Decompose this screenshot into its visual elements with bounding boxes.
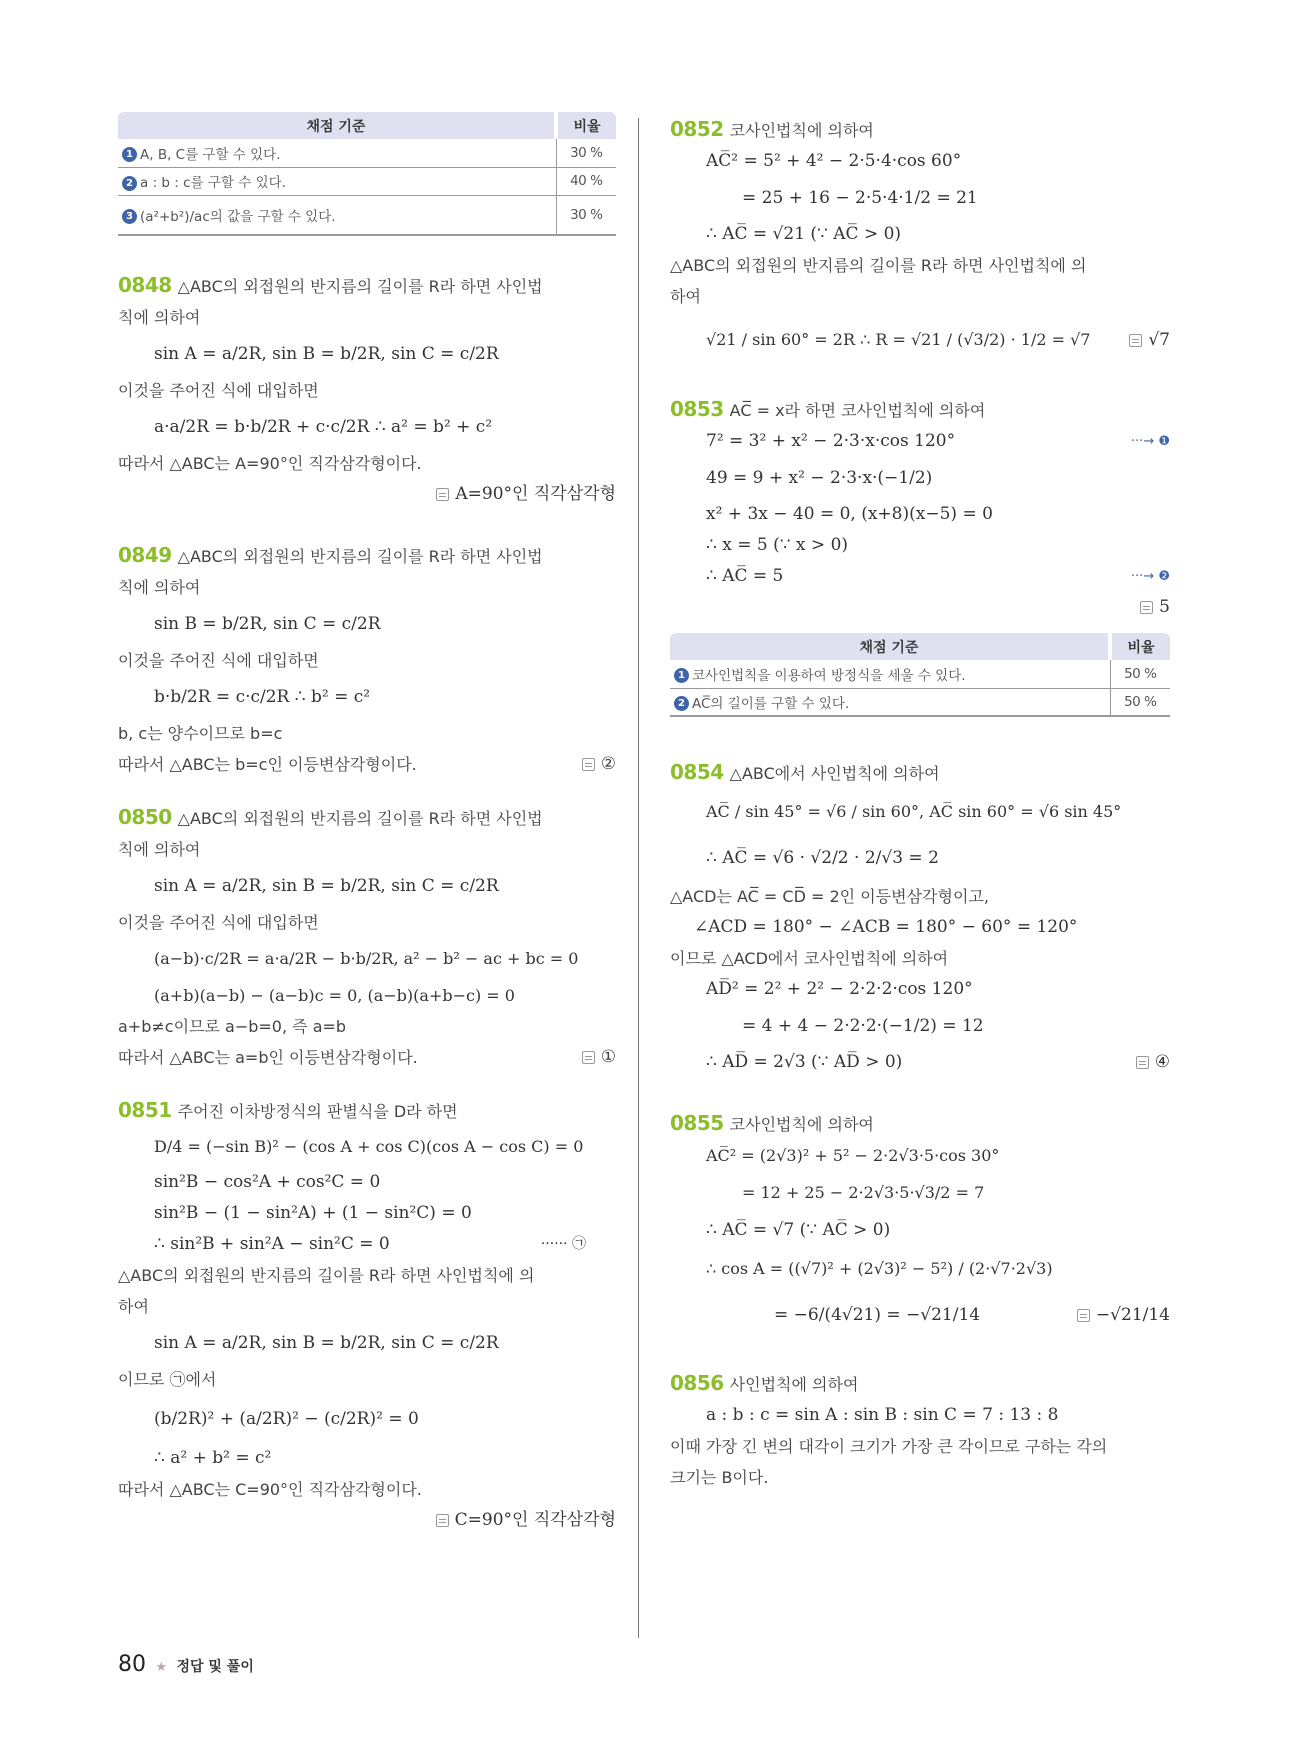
answer bbox=[582, 1042, 616, 1073]
rubric-ratio: 30 % bbox=[556, 139, 616, 167]
answer-icon bbox=[582, 1051, 595, 1064]
equation: b·b/2R = c·c/2R ∴ b² = c² bbox=[154, 687, 371, 707]
equation: a·a/2R = b·b/2R + c·c/2R ∴ a² = b² + c² bbox=[154, 417, 493, 437]
step-1-mark-icon: ···→ ❶ bbox=[1130, 434, 1170, 449]
rubric-ratio: 40 % bbox=[556, 167, 616, 195]
answer-icon bbox=[1136, 1056, 1149, 1069]
problem-number: 0849 bbox=[118, 543, 172, 567]
equation: ∴ AC̅ = √6 · √2/2 · 2/√3 = 2 bbox=[706, 848, 939, 868]
answer bbox=[118, 479, 616, 510]
rubric-text: a : b : c를 구할 수 있다. bbox=[140, 175, 286, 191]
problem-number: 0855 bbox=[670, 1111, 724, 1135]
problem-number: 0856 bbox=[670, 1371, 724, 1395]
answer bbox=[670, 592, 1170, 623]
rubric-row bbox=[118, 139, 616, 167]
equation-row bbox=[670, 1047, 1170, 1078]
rubric-header-ratio: 비율 bbox=[1110, 633, 1170, 660]
equation-row bbox=[670, 1292, 1170, 1338]
equation: sin²B − cos²A + cos²C = 0 bbox=[154, 1172, 381, 1192]
equation-row bbox=[670, 426, 1170, 457]
answer-value: ② bbox=[600, 754, 616, 774]
problem-number: 0852 bbox=[670, 117, 724, 141]
page-number: 80 bbox=[118, 1652, 146, 1677]
equation: sin A = a/2R, sin B = b/2R, sin C = c/2R bbox=[154, 1333, 499, 1353]
answer bbox=[1077, 1292, 1170, 1338]
rubric-row bbox=[670, 688, 1170, 716]
equation: D/4 = (−sin B)² − (cos A + cos C)(cos A − cos C) = 0 bbox=[154, 1137, 584, 1156]
problem-intro: △ABC의 외접원의 반지름의 길이를 R라 하면 사인법 bbox=[177, 809, 543, 828]
explanation-text: △ACD는 AC̅ = CD̅ = 2인 이등변삼각형이고, bbox=[670, 887, 989, 906]
explanation-text-cont: 하여 bbox=[118, 1297, 149, 1316]
equation: ∴ sin²B + sin²A − sin²C = 0 bbox=[154, 1234, 390, 1254]
right-column bbox=[670, 114, 1170, 1493]
equation: ∴ cos A = ((√7)² + (2√3)² − 5²) / (2·√7·2√3) bbox=[706, 1259, 1053, 1278]
rubric-header-criteria: 채점 기준 bbox=[118, 112, 556, 139]
explanation-text: b, c는 양수이므로 b=c bbox=[118, 724, 283, 743]
step-badge-icon: 3 bbox=[122, 209, 137, 224]
explanation-text: 이므로 △ACD에서 코사인법칙에 의하여 bbox=[670, 949, 949, 968]
equation: ∴ AC̅ = √7 (∵ AC̅ > 0) bbox=[706, 1220, 891, 1240]
equation: ∴ AD̅ = 2√3 (∵ AD̅ > 0) bbox=[706, 1052, 903, 1072]
step-badge-icon: 1 bbox=[122, 147, 137, 162]
answer-icon bbox=[436, 1514, 449, 1527]
problem-0854 bbox=[670, 757, 1170, 1078]
equation: ∴ x = 5 (∵ x > 0) bbox=[706, 535, 849, 555]
equation: sin²B − (1 − sin²A) + (1 − sin²C) = 0 bbox=[154, 1203, 472, 1223]
problem-number: 0851 bbox=[118, 1098, 172, 1122]
problem-intro: 주어진 이차방정식의 판별식을 D라 하면 bbox=[177, 1102, 458, 1121]
explanation-text: 이때 가장 긴 변의 대각이 크기가 가장 큰 각이므로 구하는 각의 bbox=[670, 1437, 1108, 1456]
explanation-text: 이것을 주어진 식에 대입하면 bbox=[118, 381, 319, 400]
equation: = 4 + 4 − 2·2·2·(−1/2) = 12 bbox=[742, 1016, 984, 1036]
problem-0856 bbox=[670, 1368, 1170, 1493]
problem-0848 bbox=[118, 270, 616, 510]
rubric-text: 코사인법칙을 이용하여 방정식을 세울 수 있다. bbox=[692, 667, 966, 684]
equation: 49 = 9 + x² − 2·3·x·(−1/2) bbox=[706, 468, 933, 488]
problem-intro-cont: 칙에 의하여 bbox=[118, 578, 201, 597]
equation: x² + 3x − 40 = 0, (x+8)(x−5) = 0 bbox=[706, 504, 993, 524]
explanation-text: 이것을 주어진 식에 대입하면 bbox=[118, 651, 319, 670]
equation: a : b : c = sin A : sin B : sin C = 7 : 13 : 8 bbox=[706, 1405, 1059, 1425]
problem-0855 bbox=[670, 1108, 1170, 1338]
problem-number: 0853 bbox=[670, 397, 724, 421]
answer-value: ④ bbox=[1154, 1052, 1170, 1072]
rubric-table-0847 bbox=[118, 112, 616, 236]
conclusion-text: 따라서 △ABC는 b=c인 이등변삼각형이다. bbox=[118, 755, 417, 774]
problem-intro: 코사인법칙에 의하여 bbox=[729, 121, 874, 140]
explanation-text-cont: 크기는 B이다. bbox=[670, 1468, 769, 1487]
left-column bbox=[118, 112, 616, 1536]
equation: √21 / sin 60° = 2R ∴ R = √21 / (√3/2) · 1/2 = √7 bbox=[706, 330, 1091, 349]
problem-0852 bbox=[670, 114, 1170, 368]
equation-reference-mark: ······ ㉠ bbox=[540, 1236, 586, 1252]
explanation-text: 이것을 주어진 식에 대입하면 bbox=[118, 913, 319, 932]
equation: sin A = a/2R, sin B = b/2R, sin C = c/2R bbox=[154, 876, 499, 896]
equation: ∴ AC̅ = √21 (∵ AC̅ > 0) bbox=[706, 224, 902, 244]
answer-icon bbox=[436, 488, 449, 501]
rubric-row bbox=[118, 195, 616, 235]
problem-intro: 코사인법칙에 의하여 bbox=[729, 1115, 874, 1134]
problem-intro-cont: 칙에 의하여 bbox=[118, 308, 201, 327]
step-badge-icon: 2 bbox=[122, 176, 137, 191]
answer bbox=[1136, 1047, 1170, 1078]
conclusion-text: 따라서 △ABC는 C=90°인 직각삼각형이다. bbox=[118, 1480, 422, 1499]
equation-row bbox=[118, 1229, 616, 1260]
equation: = 25 + 16 − 2·5·4·1/2 = 21 bbox=[742, 188, 978, 208]
answer-icon bbox=[1129, 334, 1142, 347]
step-2-mark-icon: ···→ ❷ bbox=[1130, 569, 1170, 584]
answer-value: −√21/14 bbox=[1095, 1305, 1170, 1325]
problem-intro: △ABC의 외접원의 반지름의 길이를 R라 하면 사인법 bbox=[177, 547, 543, 566]
problem-number: 0848 bbox=[118, 273, 172, 297]
step-badge-icon: 1 bbox=[674, 668, 689, 683]
rubric-text: AC̅의 길이를 구할 수 있다. bbox=[692, 695, 850, 712]
problem-0850 bbox=[118, 802, 616, 1073]
equation: AD̅² = 2² + 2² − 2·2·2·cos 120° bbox=[706, 979, 973, 999]
equation: sin B = b/2R, sin C = c/2R bbox=[154, 614, 381, 634]
rubric-ratio: 50 % bbox=[1110, 660, 1170, 688]
problem-number: 0850 bbox=[118, 805, 172, 829]
explanation-text: 이므로 ㉠에서 bbox=[118, 1370, 217, 1389]
rubric-text: A, B, C를 구할 수 있다. bbox=[140, 146, 281, 163]
equation: = 12 + 25 − 2·2√3·5·√3/2 = 7 bbox=[742, 1183, 985, 1202]
equation-row bbox=[670, 561, 1170, 592]
equation: (b/2R)² + (a/2R)² − (c/2R)² = 0 bbox=[154, 1409, 419, 1429]
step-badge-icon: 2 bbox=[674, 696, 689, 711]
answer-icon bbox=[1077, 1309, 1090, 1322]
problem-intro: 사인법칙에 의하여 bbox=[729, 1375, 859, 1394]
answer bbox=[1129, 312, 1170, 368]
problem-number: 0854 bbox=[670, 760, 724, 784]
explanation-text: a+b≠c이므로 a−b=0, 즉 a=b bbox=[118, 1017, 347, 1036]
answer bbox=[118, 1505, 616, 1536]
star-icon: ★ bbox=[155, 1660, 168, 1675]
answer-icon bbox=[1140, 601, 1153, 614]
section-label: 정답 및 풀이 bbox=[176, 1659, 254, 1675]
equation: sin A = a/2R, sin B = b/2R, sin C = c/2R bbox=[154, 344, 499, 364]
rubric-ratio: 30 % bbox=[556, 195, 616, 235]
answer bbox=[582, 749, 616, 780]
answer-value: √7 bbox=[1148, 330, 1170, 350]
rubric-row bbox=[670, 660, 1170, 688]
rubric-header-ratio: 비율 bbox=[556, 112, 616, 139]
rubric-table-0853 bbox=[670, 633, 1170, 717]
equation: ∠ACD = 180° − ∠ACB = 180° − 60° = 120° bbox=[694, 917, 1078, 937]
problem-0849 bbox=[118, 540, 616, 780]
problem-0851 bbox=[118, 1095, 616, 1536]
problem-intro: AC̅ = x라 하면 코사인법칙에 의하여 bbox=[729, 401, 986, 420]
rubric-header-criteria: 채점 기준 bbox=[670, 633, 1110, 660]
explanation-text-cont: 하여 bbox=[670, 287, 701, 306]
equation: AC̅² = (2√3)² + 5² − 2·2√3·5·cos 30° bbox=[706, 1146, 1000, 1165]
equation: ∴ a² + b² = c² bbox=[154, 1448, 272, 1468]
rubric-text: (a²+b²)/ac의 값을 구할 수 있다. bbox=[140, 208, 336, 225]
answer-value: C=90°인 직각삼각형 bbox=[454, 1510, 616, 1530]
conclusion-text: 따라서 △ABC는 a=b인 이등변삼각형이다. bbox=[118, 1048, 418, 1067]
explanation-text: △ABC의 외접원의 반지름의 길이를 R라 하면 사인법칙에 의 bbox=[118, 1266, 535, 1285]
answer-value: A=90°인 직각삼각형 bbox=[455, 484, 616, 504]
equation: 7² = 3² + x² − 2·3·x·cos 120° bbox=[706, 431, 956, 451]
problem-intro: △ABC에서 사인법칙에 의하여 bbox=[729, 764, 940, 783]
equation: AC̅² = 5² + 4² − 2·5·4·cos 60° bbox=[706, 151, 962, 171]
problem-intro: △ABC의 외접원의 반지름의 길이를 R라 하면 사인법 bbox=[177, 277, 543, 296]
answer-icon bbox=[582, 758, 595, 771]
equation: ∴ AC̅ = 5 bbox=[706, 566, 784, 586]
equation-row bbox=[670, 312, 1170, 368]
conclusion-row bbox=[118, 1042, 616, 1073]
equation: = −6/(4√21) = −√21/14 bbox=[774, 1305, 981, 1325]
problem-0853 bbox=[670, 394, 1170, 623]
equation: AC̅ / sin 45° = √6 / sin 60°, AC̅ sin 60° = √6 sin 45° bbox=[706, 802, 1122, 821]
column-divider bbox=[638, 118, 639, 1638]
rubric-ratio: 50 % bbox=[1110, 688, 1170, 716]
equation: (a+b)(a−b) − (a−b)c = 0, (a−b)(a+b−c) = 0 bbox=[154, 986, 515, 1005]
problem-intro-cont: 칙에 의하여 bbox=[118, 840, 201, 859]
answer-value: 5 bbox=[1159, 597, 1170, 617]
conclusion-row bbox=[118, 749, 616, 780]
answer-value: ① bbox=[600, 1047, 616, 1067]
rubric-row bbox=[118, 167, 616, 195]
explanation-text: △ABC의 외접원의 반지름의 길이를 R라 하면 사인법칙에 의 bbox=[670, 256, 1087, 275]
conclusion-text: 따라서 △ABC는 A=90°인 직각삼각형이다. bbox=[118, 454, 422, 473]
equation: (a−b)·c/2R = a·a/2R − b·b/2R, a² − b² − ac + bc = 0 bbox=[154, 949, 579, 968]
page-footer bbox=[118, 1652, 254, 1677]
